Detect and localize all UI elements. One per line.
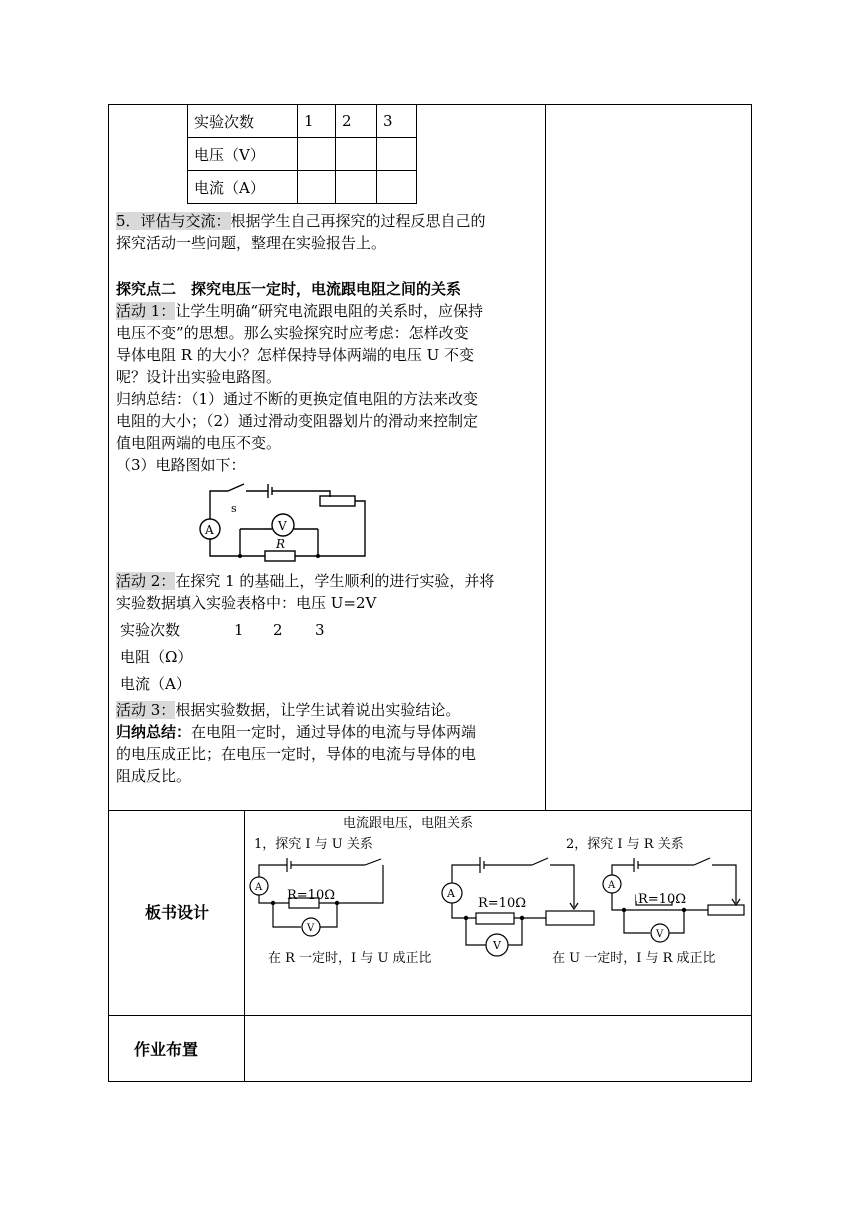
ammeter-symbol: A (608, 880, 616, 891)
junction-dot (271, 901, 275, 905)
conclusion-label: 归纳总结： (116, 723, 192, 741)
junction-dot (520, 916, 524, 920)
resistor-label: R=10Ω (638, 892, 687, 907)
junction-dot (316, 554, 320, 558)
table2-header-2: 2 (273, 621, 283, 639)
evaluation-label: 5．评估与交流： (116, 212, 231, 230)
activity1-line-4: 呢？设计出实验电路图。 (116, 368, 282, 386)
table-row (188, 138, 417, 171)
ammeter-symbol: A (205, 523, 214, 537)
column-divider-label (244, 810, 245, 1082)
activity1-line-3: 导体电阻 R 的大小？怎样保持导体两端的电压 U 不变 (116, 346, 475, 364)
table-cell: 3 (377, 105, 417, 138)
row-divider-homework (108, 1015, 752, 1016)
table-cell: 电流（A） (188, 171, 298, 204)
activity1-line-1: 活动 1：让学生明确“研究电流跟电阻的关系时，应保持 (116, 302, 483, 320)
board-part2-title: 2，探究 I 与 R 关系 (566, 837, 684, 852)
evaluation-line-1: 5．评估与交流：根据学生自己再探究的过程反思自己的 (116, 212, 486, 230)
board-design-label: 板书设计 (145, 903, 210, 922)
board-circuit-iu (245, 855, 395, 945)
activity1-line-2: 电压不变”的思想。那么实验探究时应考虑：怎样改变 (116, 324, 469, 342)
activity3-line: 活动 3：根据实验数据，让学生试着说出实验结论。 (116, 701, 461, 719)
board-part2-conclusion: 在 U 一定时，I 与 R 成正比 (552, 951, 716, 966)
ammeter-symbol: A (447, 887, 455, 900)
table2-header-3: 3 (315, 621, 325, 639)
table-row (188, 105, 417, 138)
resistor-label: R (276, 537, 286, 551)
section-heading: 探究点二 探究电压一定时，电流跟电阻之间的关系 (116, 280, 462, 298)
table2-row-current: 电流（A） (120, 675, 191, 693)
board-part1-title: 1，探究 I 与 U 关系 (254, 837, 373, 852)
board-title: 电流跟电压，电阻关系 (343, 816, 474, 831)
table-cell: 实验次数 (188, 105, 298, 138)
homework-label: 作业布置 (134, 1040, 199, 1059)
junction-dot (464, 916, 468, 920)
board-circuit-ir-1 (436, 855, 596, 965)
switch-label: s (231, 502, 237, 515)
voltmeter-symbol: V (307, 923, 315, 934)
table-row (188, 171, 417, 204)
activity2-line-1: 活动 2：在探究 1 的基础上，学生顺利的进行实验，并将 (116, 572, 495, 590)
resistor-label: R=10Ω (287, 888, 336, 903)
activity3-label: 活动 3： (116, 701, 176, 719)
resistor-label: R=10Ω (478, 896, 527, 911)
board-circuit-ir-2 (598, 855, 748, 950)
table2-row-resistance: 电阻（Ω） (120, 648, 193, 666)
circuit-caption: （3）电路图如下： (116, 456, 246, 474)
table-cell (377, 171, 417, 204)
table-cell (336, 171, 377, 204)
table-cell (377, 138, 417, 171)
table-cell: 电压（V） (188, 138, 298, 171)
column-divider-right (545, 104, 546, 811)
summary-line-1: 归纳总结：（1）通过不断的更换定值电阻的方法来改变 (116, 390, 479, 408)
junction-dot (335, 901, 339, 905)
circuit-diagram (190, 484, 370, 564)
voltmeter-symbol: V (278, 519, 287, 533)
table-cell (298, 171, 336, 204)
table-cell (298, 138, 336, 171)
experiment-table-voltage (187, 104, 417, 204)
table2-header-1: 1 (234, 621, 244, 639)
summary-line-2: 电阻的大小；（2）通过滑动变阻器划片的滑动来控制定 (116, 412, 479, 430)
conclusion-line-3: 阻成反比。 (116, 767, 192, 785)
evaluation-line-2: 探究活动一些问题，整理在实验报告上。 (116, 234, 387, 252)
junction-dot (682, 908, 686, 912)
junction-dot (238, 554, 242, 558)
junction-dot (622, 908, 626, 912)
ammeter-symbol: A (255, 882, 263, 893)
board-part1-conclusion: 在 R 一定时，I 与 U 成正比 (268, 951, 432, 966)
voltmeter-symbol: V (493, 939, 501, 952)
activity2-label: 活动 2： (116, 572, 176, 590)
activity1-label: 活动 1： (116, 302, 176, 320)
table2-header-label: 实验次数 (120, 621, 181, 639)
conclusion-line-2: 的电压成正比；在电压一定时，导体的电流与导体的电 (116, 745, 477, 763)
conclusion-line-1: 归纳总结：在电阻一定时，通过导体的电流与导体两端 (116, 723, 477, 741)
row-divider-board (108, 810, 752, 811)
table-cell: 1 (298, 105, 336, 138)
activity2-line-2: 实验数据填入实验表格中：电压 U=2V (116, 594, 377, 612)
table-cell: 2 (336, 105, 377, 138)
summary-line-3: 值电阻两端的电压不变。 (116, 434, 282, 452)
voltmeter-symbol: V (656, 929, 664, 940)
table-cell (336, 138, 377, 171)
